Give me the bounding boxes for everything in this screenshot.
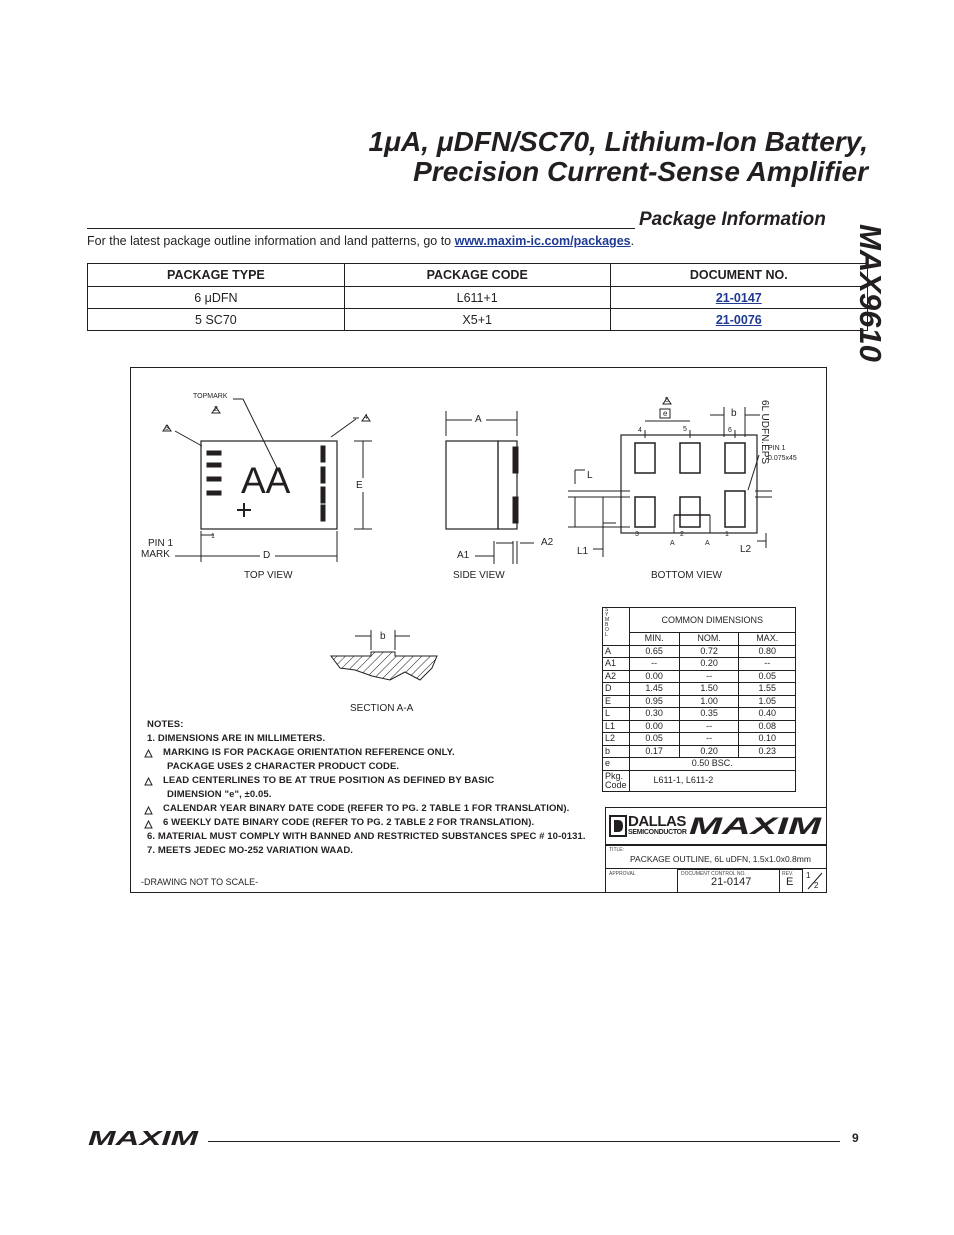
notes-title: NOTES: [147, 719, 184, 730]
value-cell: 0.30 [629, 708, 679, 721]
col-min: MIN. [629, 633, 679, 646]
value-cell: 1.55 [739, 683, 796, 696]
col-document-no: DOCUMENT NO. [610, 264, 867, 287]
not-to-scale-note: -DRAWING NOT TO SCALE- [141, 877, 259, 887]
intro-text-body: For the latest package outline information and land patterns, go to [87, 234, 455, 248]
dimensions-title: COMMON DIMENSIONS [629, 608, 795, 633]
symbol-letter: O [605, 627, 609, 633]
symbol-cell: A2 [603, 670, 630, 683]
page-title-line2: Precision Current-Sense Amplifier [413, 156, 868, 187]
symbol-letter: B [605, 622, 609, 628]
package-code-cell: L611+1 [344, 287, 610, 309]
table-row [603, 695, 796, 708]
table-row [603, 758, 796, 771]
value-cell: -- [679, 733, 739, 746]
dim-a2-label: A2 [541, 537, 554, 548]
section-heading: Package Information [639, 209, 826, 230]
value-cell: -- [679, 670, 739, 683]
pkg-code-label-line1: Pkg. [605, 770, 624, 781]
table-row [603, 708, 796, 721]
pin-number: 6 [728, 427, 732, 434]
table-row [603, 770, 796, 791]
symbol-cell: b [603, 745, 630, 758]
value-cell: 1.50 [679, 683, 739, 696]
section-b-label: b [380, 631, 386, 642]
value-cell: 0.20 [679, 745, 739, 758]
value-cell: 0.72 [679, 645, 739, 658]
pin1-number: 1 [211, 533, 215, 540]
top-view-caption: TOP VIEW [244, 570, 293, 581]
topmark-label: TOPMARK [193, 393, 228, 400]
footer-rule [208, 1141, 840, 1142]
table-row [603, 720, 796, 733]
value-cell: -- [679, 720, 739, 733]
table-row [603, 683, 796, 696]
symbol-cell: A1 [603, 658, 630, 671]
pin-number: 4 [638, 427, 642, 434]
symbol-letter: S [605, 607, 609, 613]
table-row [603, 658, 796, 671]
col-nom: NOM. [679, 633, 739, 646]
pin1-chamfer-line2: 0.075x45 [768, 455, 797, 462]
note-marker: 5 [665, 397, 669, 404]
symbol-letter: Y [605, 612, 609, 618]
symbol-letter: M [605, 617, 610, 623]
document-link[interactable]: 21-0076 [610, 309, 867, 331]
symbol-cell: e [603, 758, 630, 771]
marking-text: AA [241, 460, 291, 501]
symbol-letter: L [605, 632, 608, 638]
pkg-code-label [603, 770, 630, 791]
value-cell: 0.80 [739, 645, 796, 658]
pin1-chamfer-line1: PIN 1 [768, 445, 786, 452]
doc-control-value: 21-0147 [711, 876, 752, 888]
approval-caption: APPROVAL [609, 871, 636, 877]
table-row [603, 745, 796, 758]
pin-number: 3 [635, 531, 639, 538]
col-package-code: PACKAGE CODE [344, 264, 610, 287]
value-cell: 0.05 [739, 670, 796, 683]
dim-a-label: A [475, 414, 482, 425]
svg-text:MAX9610: MAX9610 [853, 224, 888, 362]
symbol-cell: L1 [603, 720, 630, 733]
note-line: 6 WEEKLY DATE BINARY CODE (REFER TO PG. 2 TABLE 2 FOR TRANSLATION). [163, 817, 535, 828]
rev-value: E [786, 876, 794, 888]
maxim-footer-logo-icon [88, 1128, 200, 1148]
symbol-cell: A [603, 645, 630, 658]
dimensions-header [603, 608, 796, 633]
note-line: CALENDAR YEAR BINARY DATE CODE (REFER TO PG. 2 TABLE 1 FOR TRANSLATION). [163, 803, 570, 814]
package-code-cell: X5+1 [344, 309, 610, 331]
value-cell: 1.05 [739, 695, 796, 708]
value-cell: 0.17 [629, 745, 679, 758]
note-marker: 2 [214, 406, 218, 413]
drawing-file-label: 6L UDFN.EPS [759, 400, 770, 465]
value-cell: 0.50 BSC. [629, 758, 795, 771]
dim-e-pitch-label: e [663, 409, 668, 418]
dimensions-columns [603, 633, 796, 646]
pkg-code-label-line2: Code [605, 779, 627, 790]
dallas-brand: DALLAS [628, 813, 686, 830]
package-type-cell: 6 μDFN [88, 287, 345, 309]
dallas-logo-icon [609, 815, 627, 837]
maxim-logo-icon [689, 815, 823, 837]
dim-l1-label: L1 [577, 546, 589, 557]
note-line: LEAD CENTERLINES TO BE AT TRUE POSITION AS DEFINED BY BASIC [163, 775, 495, 786]
bottom-view-caption: BOTTOM VIEW [651, 570, 722, 581]
symbol-header [603, 608, 630, 646]
side-view-caption: SIDE VIEW [453, 570, 505, 581]
title-value: PACKAGE OUTLINE, 6L uDFN, 1.5x1.0x0.8mm [630, 854, 811, 864]
value-cell: 0.08 [739, 720, 796, 733]
col-max: MAX. [739, 633, 796, 646]
pin1-mark-line1: PIN 1 [148, 538, 174, 549]
value-cell: 0.65 [629, 645, 679, 658]
svg-text:MAXIM: MAXIM [689, 815, 823, 837]
sheet-number: 1 [806, 871, 811, 880]
value-cell: -- [739, 658, 796, 671]
table-row [603, 733, 796, 746]
document-link[interactable]: 21-0147 [610, 287, 867, 309]
section-mark: A [705, 540, 710, 547]
value-cell: 0.35 [679, 708, 739, 721]
pin1-mark-line2: MARK [141, 549, 170, 560]
value-cell: 1.45 [629, 683, 679, 696]
col-package-type: PACKAGE TYPE [88, 264, 345, 287]
note-marker: 3 [165, 425, 169, 432]
section-mark: A [670, 540, 675, 547]
symbol-cell: L [603, 708, 630, 721]
sheet-total: 2 [814, 881, 819, 890]
packages-link[interactable]: www.maxim-ic.com/packages [454, 234, 631, 248]
value-cell: 0.10 [739, 733, 796, 746]
intro-text-end: . [630, 234, 635, 248]
doc-control-caption: DOCUMENT CONTROL NO. [681, 871, 746, 877]
package-type-cell: 5 SC70 [88, 309, 345, 331]
title-caption: TITLE: [609, 847, 625, 853]
page-title-line1: 1μA, μDFN/SC70, Lithium-Ion Battery, [368, 126, 868, 157]
value-cell: 0.20 [679, 658, 739, 671]
dim-l2-label: L2 [740, 544, 752, 555]
svg-text:MAXIM: MAXIM [88, 1128, 200, 1148]
value-cell: 1.00 [679, 695, 739, 708]
page-number: 9 [852, 1131, 859, 1145]
dim-e-label: E [356, 480, 363, 491]
value-cell: -- [629, 658, 679, 671]
pin-number: 1 [725, 531, 729, 538]
dim-b-label: b [731, 408, 737, 419]
note-line: 7. MEETS JEDEC MO-252 VARIATION WAAD. [147, 845, 354, 856]
pkg-code-value: L611-1, L611-2 [629, 770, 795, 791]
note-line: 6. MATERIAL MUST COMPLY WITH BANNED AND RESTRICTED SUBSTANCES SPEC # 10-0131. [147, 831, 586, 842]
note-line: PACKAGE USES 2 CHARACTER PRODUCT CODE. [167, 761, 400, 772]
section-view-caption: SECTION A-A [350, 703, 414, 714]
value-cell: 0.23 [739, 745, 796, 758]
dallas-semiconductor: SEMICONDUCTOR [628, 829, 687, 836]
common-dimensions-table [602, 607, 796, 792]
value-cell: 0.95 [629, 695, 679, 708]
value-cell: 0.00 [629, 670, 679, 683]
note-line: MARKING IS FOR PACKAGE ORIENTATION REFERENCE ONLY. [163, 747, 455, 758]
symbol-cell: L2 [603, 733, 630, 746]
rev-caption: REV. [782, 871, 794, 877]
note-line: DIMENSION "e", ±0.05. [167, 789, 272, 800]
pin-number: 2 [680, 531, 684, 538]
symbol-cell: E [603, 695, 630, 708]
value-cell: 0.05 [629, 733, 679, 746]
dim-d-label: D [263, 550, 271, 561]
value-cell: 0.00 [629, 720, 679, 733]
table-row [603, 670, 796, 683]
pin-number: 5 [683, 426, 687, 433]
value-cell: 0.40 [739, 708, 796, 721]
note-line: 1. DIMENSIONS ARE IN MILLIMETERS. [147, 733, 326, 744]
note-marker: 4 [364, 414, 368, 421]
dim-a1-label: A1 [457, 550, 470, 561]
dim-l-label: L [587, 470, 593, 481]
symbol-cell: D [603, 683, 630, 696]
table-row [603, 645, 796, 658]
